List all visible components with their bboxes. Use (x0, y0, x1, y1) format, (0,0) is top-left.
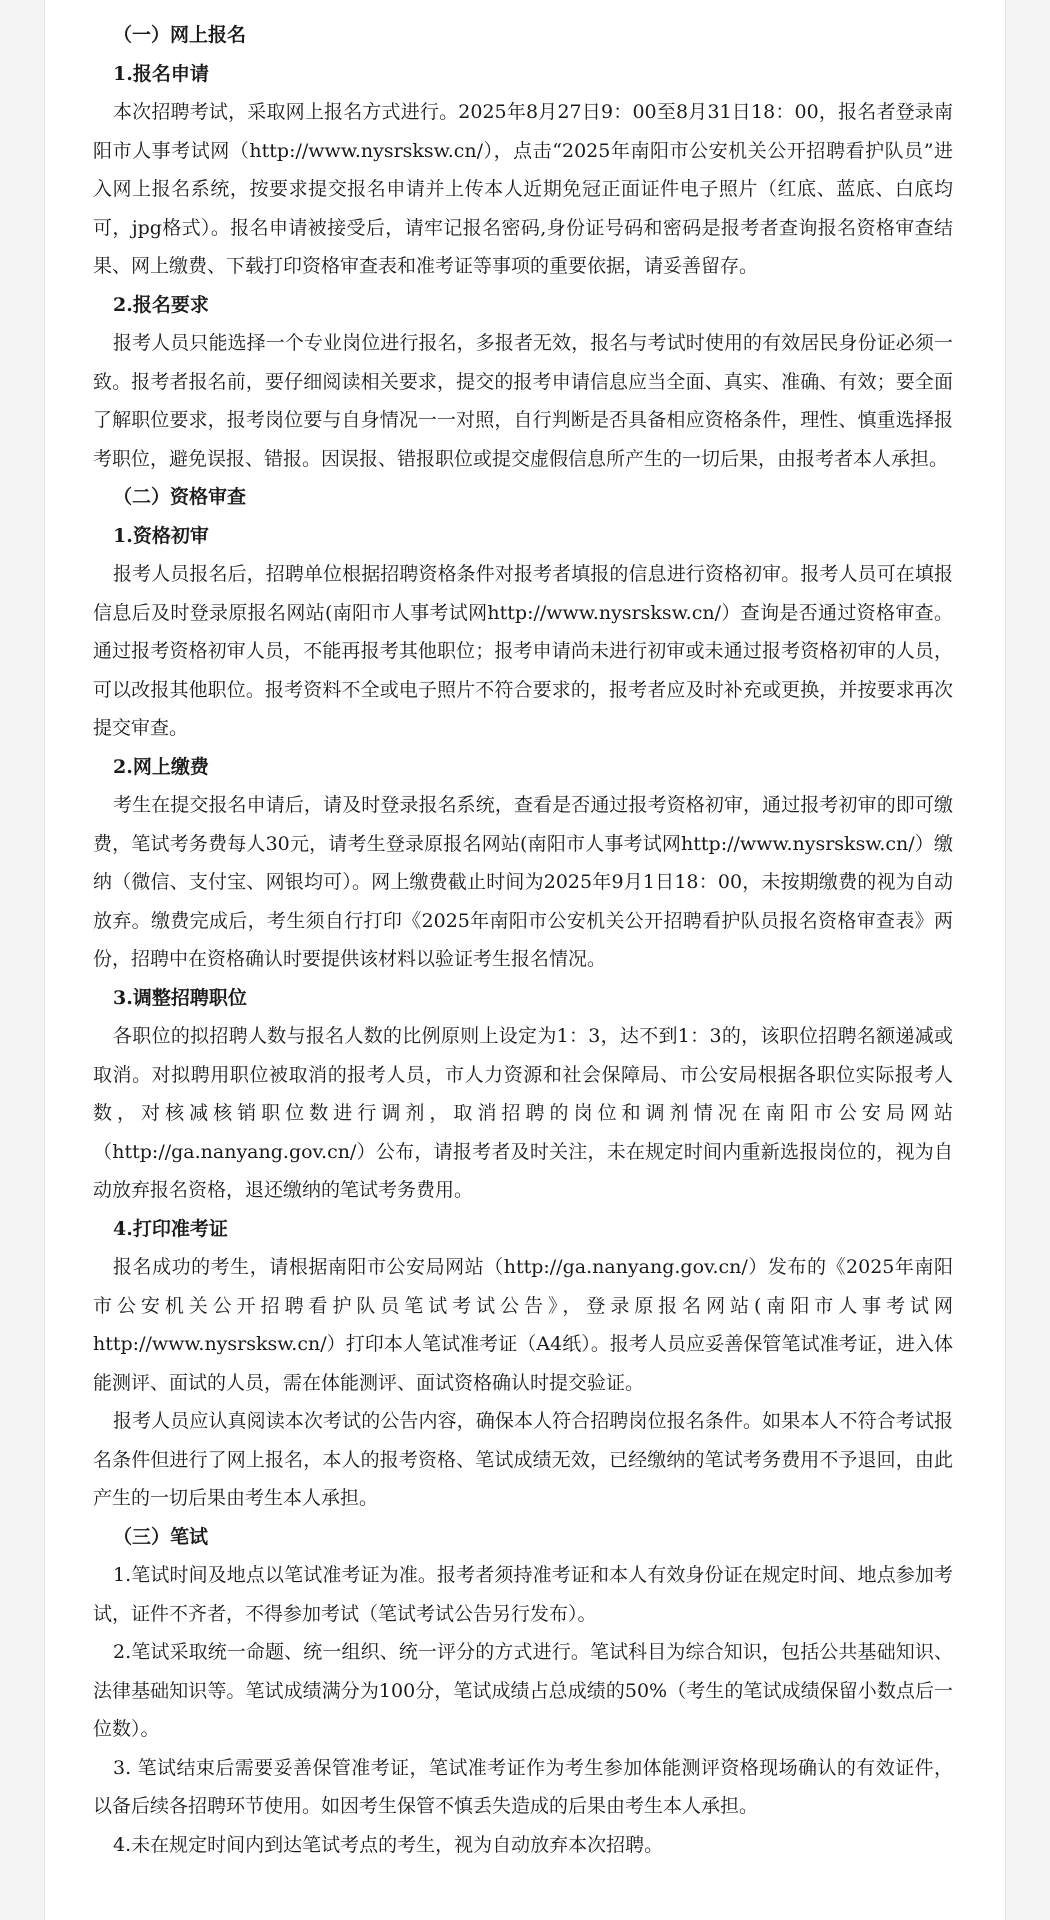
paragraph-registration-application: 本次招聘考试，采取网上报名方式进行。2025年8月27日9：00至8月31日18：00，报名者登录南阳市人事考试网（http://www.nysrsksw.cn/），点击“2025年南阳市公安机关公开招聘看护队员”进入网上报名系统，按要求提交报名申请并上传本人近期免冠正面证件电子照片（红底、蓝底、白底均可，jpg格式）。报名申请被接受后，请牢记报名密码,身份证号码和密码是报考者查询报名资格审查结果、网上缴费、下载打印资格审查表和准考证等事项的重要依据，请妥善留存。 (93, 101, 953, 277)
paragraph-online-payment: 考生在提交报名申请后，请及时登录报名系统，查看是否通过报考资格初审，通过报考初审的即可缴费，笔试考务费每人30元，请考生登录原报名网站(南阳市人事考试网http://www.nysrsksw.cn/）缴纳（微信、支付宝、网银均可）。网上缴费截止时间为2025年9月1日18：00，未按期缴费的视为自动放弃。缴费完成后，考生须自行打印《2025年南阳市公安机关公开招聘看护队员报名资格审查表》两份，招聘中在资格确认时要提供该材料以验证考生报名情况。 (93, 794, 953, 970)
subheading-initial-review: 1.资格初审 (113, 524, 209, 547)
written-exam-item-1: 1.笔试时间及地点以笔试准考证为准。报考者须持准考证和本人有效身份证在规定时间、地点参加考试，证件不齐者，不得参加考试（笔试考试公告另行发布）。 (93, 1564, 953, 1625)
written-exam-item-2: 2.笔试采取统一命题、统一组织、统一评分的方式进行。笔试科目为综合知识，包括公共基础知识、法律基础知识等。笔试成绩满分为100分，笔试成绩占总成绩的50%（考生的笔试成绩保留小数点后一位数）。 (93, 1641, 953, 1740)
paragraph-print-admission-ticket: 报名成功的考生，请根据南阳市公安局网站（http://ga.nanyang.gov.cn/）发布的《2025年南阳市公安机关公开招聘看护队员笔试考试公告》，登录原报名网站(南阳市人事考试网http://www.nysrsksw.cn/）打印本人笔试准考证（A4纸）。报考人员应妥善保管笔试准考证，进入体能测评、面试的人员，需在体能测评、面试资格确认时提交验证。 (93, 1256, 953, 1394)
paragraph-initial-review: 报考人员报名后，招聘单位根据招聘资格条件对报考者填报的信息进行资格初审。报考人员可在填报信息后及时登录原报名网站(南阳市人事考试网http://www.nysrsksw.cn/）查询是否通过资格审查。通过报考资格初审人员，不能再报考其他职位；报考申请尚未进行初审或未通过报考资格初审的人员，可以改报其他职位。报考资料不全或电子照片不符合要求的，报考者应及时补充或更换，并按要求再次提交审查。 (93, 563, 953, 739)
subheading-registration-requirements: 2.报名要求 (113, 293, 209, 316)
document-page (44, 0, 1006, 1920)
section-heading-written-exam: （三）笔试 (113, 1525, 209, 1548)
subheading-registration-application: 1.报名申请 (113, 62, 209, 85)
subheading-adjust-positions: 3.调整招聘职位 (113, 986, 247, 1009)
paragraph-adjust-positions: 各职位的拟招聘人数与报名人数的比例原则上设定为1：3，达不到1：3的，该职位招聘名额递减或取消。对拟聘用职位被取消的报考人员，市人力资源和社会保障局、市公安局根据各职位实际报考人数，对核减核销职位数进行调剂，取消招聘的岗位和调剂情况在南阳市公安局网站（http://ga.nanyang.gov.cn/）公布，请报考者及时关注，未在规定时间内重新选报岗位的，视为自动放弃报名资格，退还缴纳的笔试考务费用。 (93, 1025, 953, 1201)
written-exam-item-4: 4.未在规定时间内到达笔试考点的考生，视为自动放弃本次招聘。 (113, 1833, 664, 1856)
written-exam-item-3: 3. 笔试结束后需要妥善保管准考证，笔试准考证作为考生参加体能测评资格现场确认的有效证件，以备后续各招聘环节使用。如因考生保管不慎丢失造成的后果由考生本人承担。 (93, 1756, 953, 1817)
subheading-online-payment: 2.网上缴费 (113, 755, 209, 778)
section-heading-online-registration: （一）网上报名 (113, 24, 247, 46)
paragraph-registration-requirements: 报考人员只能选择一个专业岗位进行报名，多报者无效，报名与考试时使用的有效居民身份证必须一致。报考者报名前，要仔细阅读相关要求，提交的报考申请信息应当全面、真实、准确、有效；要全面了解职位要求，报考岗位要与自身情况一一对照，自行判断是否具备相应资格条件，理性、慎重选择报考职位，避免误报、错报。因误报、错报职位或提交虚假信息所产生的一切后果，由报考者本人承担。 (93, 332, 953, 470)
section-heading-qualification-review: （二）资格审查 (113, 486, 247, 508)
subheading-print-admission-ticket: 4.打印准考证 (113, 1217, 228, 1240)
paragraph-eligibility-note: 报考人员应认真阅读本次考试的公告内容，确保本人符合招聘岗位报名条件。如果本人不符合考试报名条件但进行了网上报名，本人的报考资格、笔试成绩无效，已经缴纳的笔试考务费用不予退回，由此产生的一切后果由考生本人承担。 (93, 1410, 953, 1509)
